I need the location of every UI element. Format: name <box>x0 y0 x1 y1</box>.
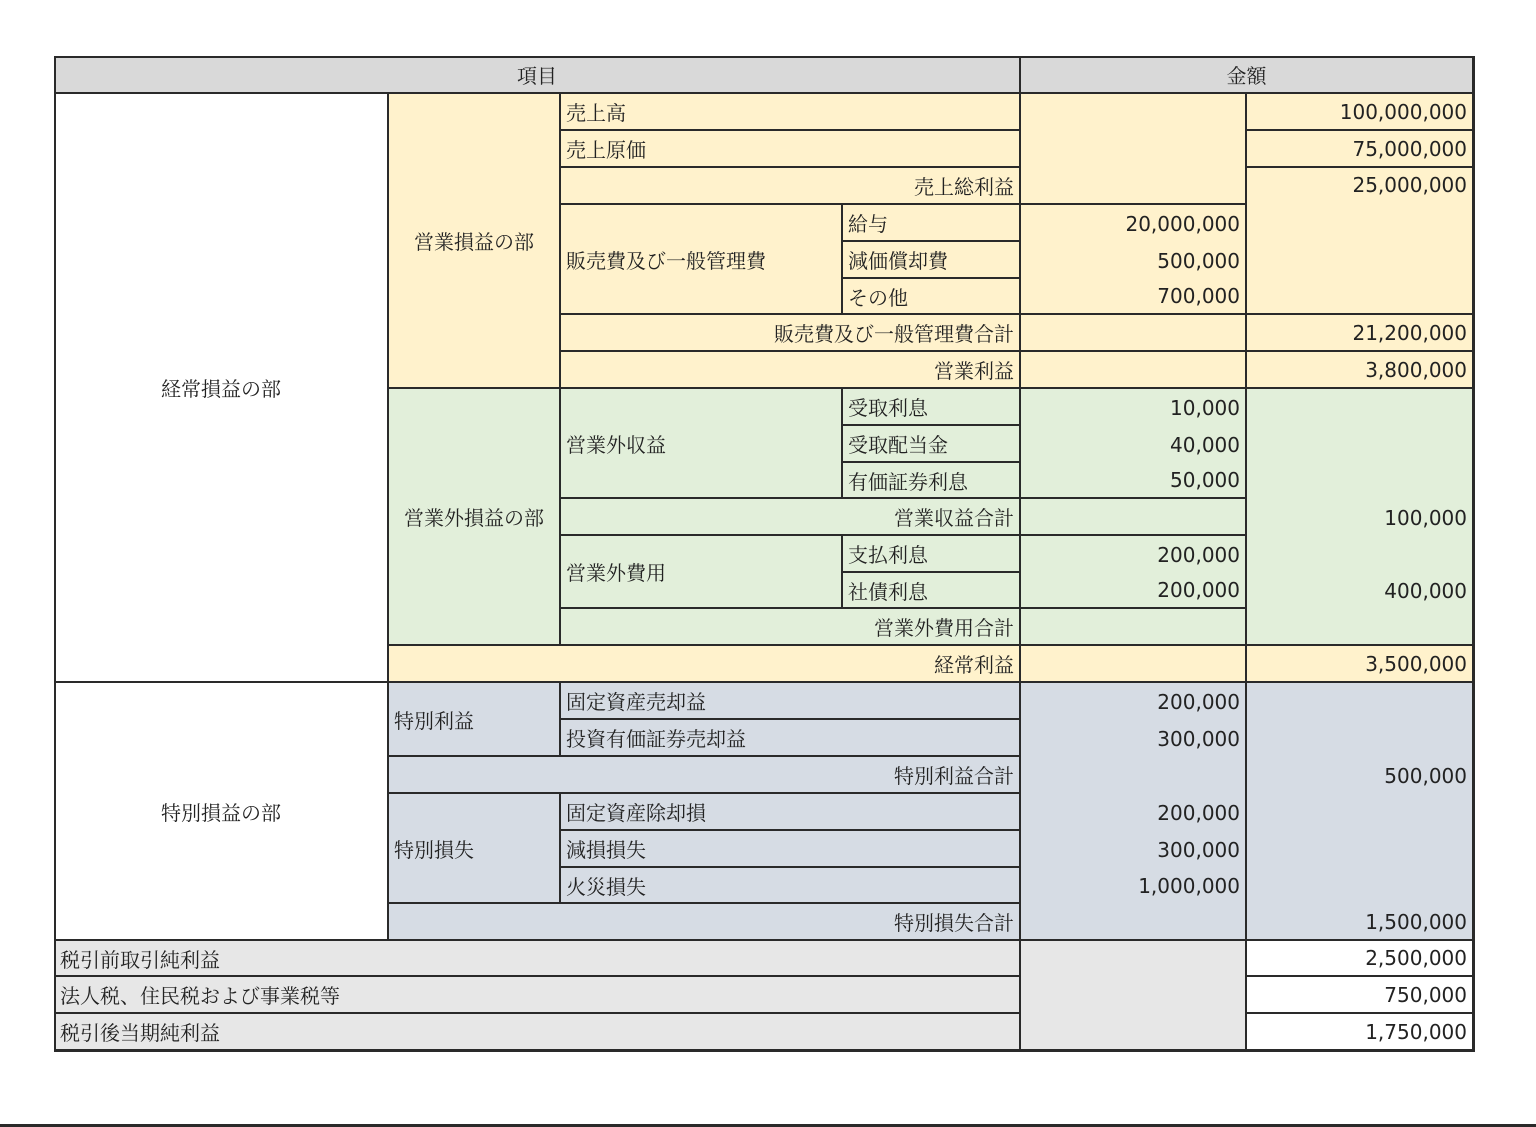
sga-item-label: その他 <box>843 279 1021 315</box>
sub-amount-blank <box>1021 904 1247 941</box>
special-section-label: 特別損益の部 <box>55 683 389 941</box>
special-loss-item-value: 1,000,000 <box>1021 868 1247 904</box>
cogs-label: 売上原価 <box>561 131 1021 168</box>
non-op-income-item-label: 有価証券利息 <box>843 463 1021 499</box>
special-gain-item-value: 200,000 <box>1021 683 1247 720</box>
special-gain-item-value: 300,000 <box>1021 720 1247 757</box>
sub-amount-blank <box>1021 757 1247 794</box>
non-op-income-item-label: 受取配当金 <box>843 426 1021 463</box>
income-tax-value: 750,000 <box>1247 977 1474 1014</box>
special-loss-total-value: 1,500,000 <box>1247 904 1474 941</box>
header-item: 項目 <box>55 57 1021 94</box>
special-gain-label: 特別利益 <box>389 683 561 757</box>
special-gain-total-value: 500,000 <box>1247 757 1474 794</box>
net-income-value: 1,750,000 <box>1247 1014 1474 1051</box>
non-op-expense-label: 営業外費用 <box>561 536 843 609</box>
special-loss-item-label: 火災損失 <box>561 868 1021 904</box>
income-tax-label: 法人税、住民税および事業税等 <box>55 977 1021 1014</box>
non-op-expense-total-value: 400,000 <box>1247 573 1474 609</box>
main-amount-blank <box>1247 609 1474 646</box>
sub-amount-blank <box>1021 315 1247 352</box>
special-loss-item-label: 減損損失 <box>561 831 1021 868</box>
sub-amount-blank <box>1021 941 1247 1051</box>
sga-item-value: 20,000,000 <box>1021 205 1247 242</box>
pretax-income-value: 2,500,000 <box>1247 941 1474 977</box>
sub-amount-blank <box>1021 352 1247 389</box>
gross-profit-value: 25,000,000 <box>1247 168 1474 315</box>
special-loss-item-value: 200,000 <box>1021 794 1247 831</box>
operating-income-value: 3,800,000 <box>1247 352 1474 389</box>
special-loss-label: 特別損失 <box>389 794 561 904</box>
sga-total-value: 21,200,000 <box>1247 315 1474 352</box>
sub-amount-blank <box>1021 646 1247 683</box>
non-op-income-total-label: 営業収益合計 <box>561 499 1021 536</box>
main-amount-blank <box>1247 683 1474 757</box>
sga-total-label: 販売費及び一般管理費合計 <box>561 315 1021 352</box>
non-op-expense-item-value: 200,000 <box>1021 536 1247 573</box>
special-loss-item-value: 300,000 <box>1021 831 1247 868</box>
non-op-expense-total-label: 営業外費用合計 <box>561 609 1021 646</box>
net-income-label: 税引後当期純利益 <box>55 1014 1021 1051</box>
sga-label: 販売費及び一般管理費 <box>561 205 843 315</box>
gross-profit-label: 売上総利益 <box>561 168 1021 205</box>
sga-item-label: 減価償却費 <box>843 242 1021 279</box>
special-gain-item-label: 固定資産売却益 <box>561 683 1021 720</box>
sga-item-value: 700,000 <box>1021 279 1247 315</box>
sga-item-label: 給与 <box>843 205 1021 242</box>
main-amount-blank <box>1247 794 1474 904</box>
ordinary-income-value: 3,500,000 <box>1247 646 1474 683</box>
ordinary-section-label: 経常損益の部 <box>55 94 389 683</box>
pretax-income-label: 税引前取引純利益 <box>55 941 1021 977</box>
special-gain-item-label: 投資有価証券売却益 <box>561 720 1021 757</box>
non-op-income-item-value: 10,000 <box>1021 389 1247 426</box>
sales-label: 売上高 <box>561 94 1021 131</box>
non-operating-section-label: 営業外損益の部 <box>389 389 561 646</box>
main-amount-blank <box>1247 536 1474 573</box>
sales-value: 100,000,000 <box>1247 94 1474 131</box>
header-amount: 金額 <box>1021 57 1474 94</box>
cogs-value: 75,000,000 <box>1247 131 1474 168</box>
sga-item-value: 500,000 <box>1021 242 1247 279</box>
non-op-income-label: 営業外収益 <box>561 389 843 499</box>
special-gain-total-label: 特別利益合計 <box>389 757 1021 794</box>
operating-income-label: 営業利益 <box>561 352 1021 389</box>
main-amount-blank <box>1247 389 1474 499</box>
special-loss-total-label: 特別損失合計 <box>389 904 1021 941</box>
non-op-income-item-label: 受取利息 <box>843 389 1021 426</box>
non-op-income-item-value: 50,000 <box>1021 463 1247 499</box>
sub-amount-blank <box>1021 94 1247 205</box>
sub-amount-blank <box>1021 499 1247 536</box>
non-op-expense-item-value: 200,000 <box>1021 573 1247 609</box>
sub-amount-blank <box>1021 609 1247 646</box>
non-op-expense-item-label: 支払利息 <box>843 536 1021 573</box>
operating-section-label: 営業損益の部 <box>389 94 561 389</box>
non-op-income-total-value: 100,000 <box>1247 499 1474 536</box>
ordinary-income-label: 経常利益 <box>389 646 1021 683</box>
non-op-income-item-value: 40,000 <box>1021 426 1247 463</box>
special-loss-item-label: 固定資産除却損 <box>561 794 1021 831</box>
non-op-expense-item-label: 社債利息 <box>843 573 1021 609</box>
